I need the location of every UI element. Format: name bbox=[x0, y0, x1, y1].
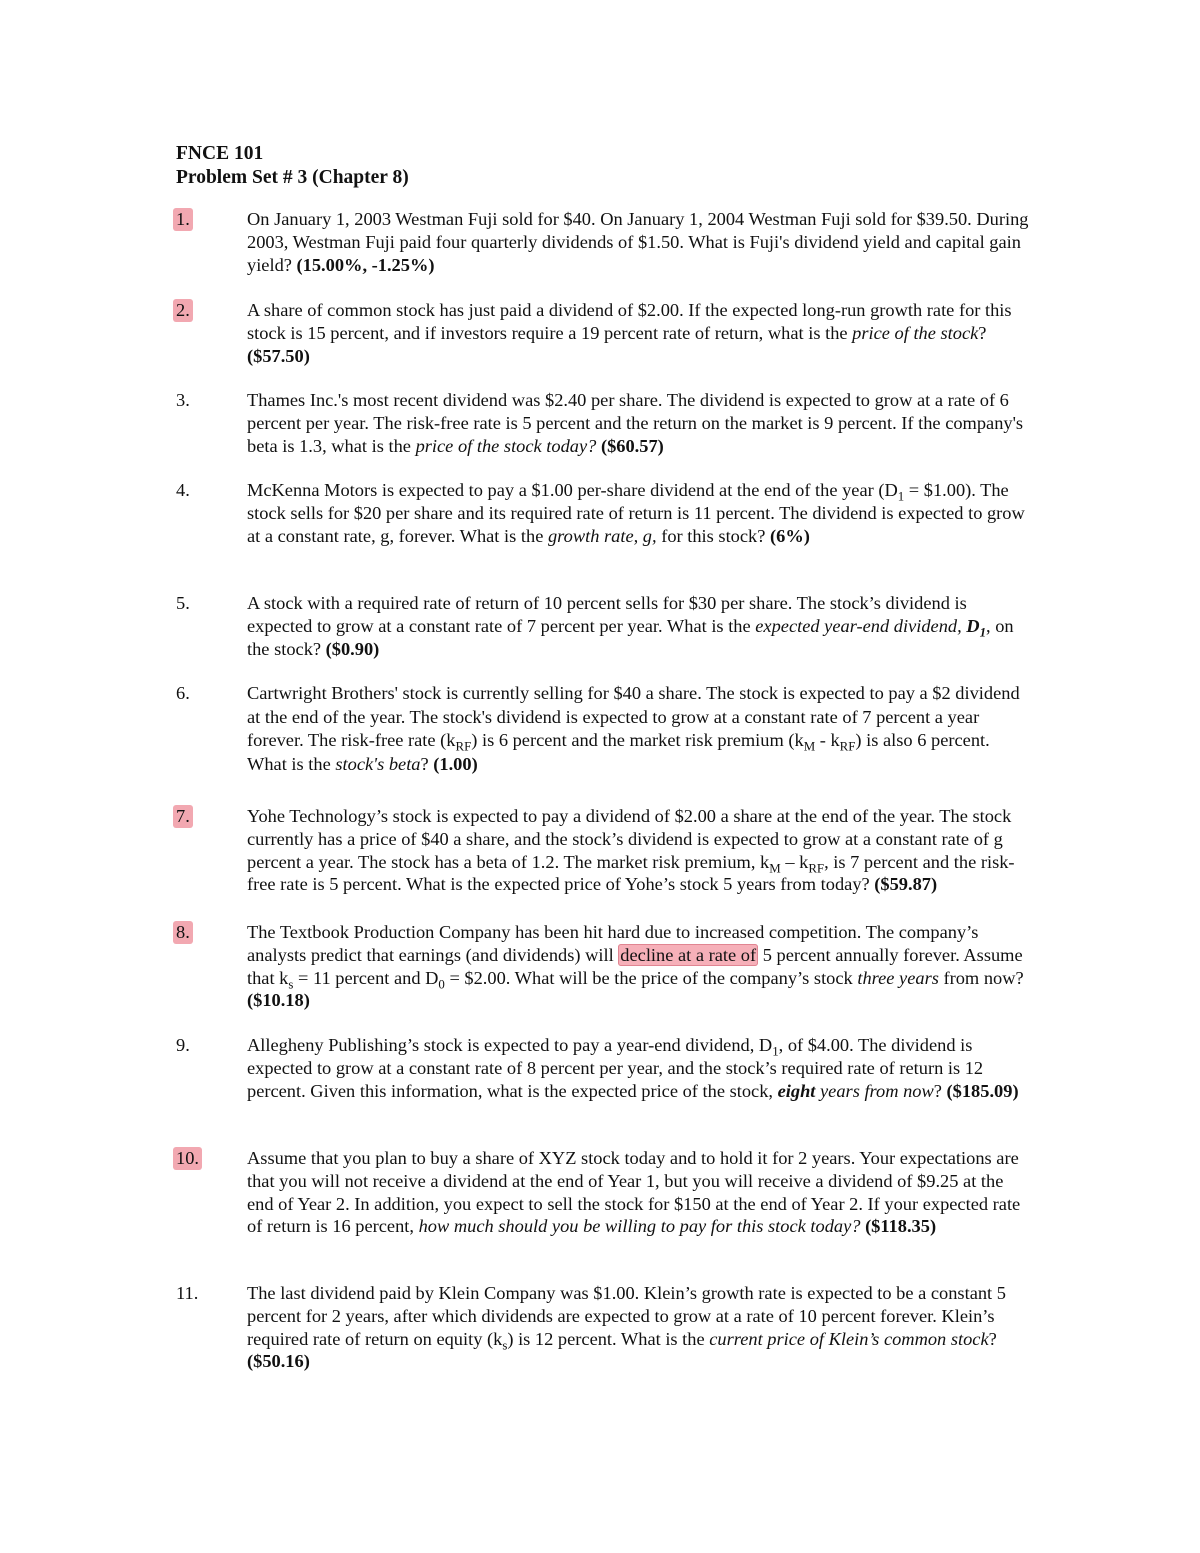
problem-question: how much should you be willing to pay for this stock today? bbox=[418, 1216, 861, 1237]
problem-body: - k bbox=[815, 730, 840, 751]
problem-body: A stock with a required rate of return of 10 percent sells for $30 per share. The stock’s dividend is expected to grow at a constant rate of 7 percent per year. What is the bbox=[247, 593, 967, 636]
problem-question: stock's beta bbox=[335, 753, 421, 774]
problem-body: McKenna Motors is expected to pay a $1.00 per-share dividend at the end of the year (D bbox=[247, 480, 898, 500]
problem-body: 5 percent annually forever. Assume that k bbox=[247, 944, 1023, 988]
problem-number: 1. bbox=[173, 208, 193, 231]
highlighted-phrase[interactable]: decline at a rate of bbox=[620, 944, 757, 965]
problem-text bbox=[247, 592, 1032, 660]
problem-text bbox=[247, 921, 1032, 1012]
problem-body: Assume that you plan to buy a share of XYZ stock today and to hold it for 2 years. Your expectations are that you will not receive a dividend at the end of Year 1, but you will receive a dividend of $9.25 at the end of Year 2. In addition, you expect to sell the stock for $150 at the end of Year 2. If your expected rate of return is 16 percent, bbox=[247, 1148, 1021, 1237]
problem-number: 6. bbox=[176, 683, 190, 703]
problem-body: Thames Inc.'s most recent dividend was $2.40 per share. The dividend is expected to grow at a rate of 6 percent per year. The risk-free rate is 5 percent and the return on the market is 9 percent. If the company's beta is 1.3, what is the bbox=[247, 390, 1024, 456]
problem-answer: ($0.90) bbox=[325, 638, 380, 659]
problem-text bbox=[247, 1147, 1032, 1238]
problem-text bbox=[247, 805, 1032, 896]
problem-question-symbol: D bbox=[966, 615, 980, 636]
subscript: RF bbox=[455, 739, 472, 754]
problem-question: price of the stock bbox=[852, 322, 979, 343]
problem-number: 9. bbox=[176, 1035, 190, 1055]
problem-answer: (6%) bbox=[770, 525, 810, 546]
problem-body: Allegheny Publishing’s stock is expected to pay a year-end dividend, D bbox=[247, 1035, 773, 1055]
problem-question: years from now bbox=[815, 1080, 934, 1101]
problem-body: ? bbox=[988, 1328, 997, 1349]
problem-body: , of $4.00. The dividend is expected to grow at a constant rate of 8 percent per year, and the stock’s required rate of return is 12 percent. Given this information, what is the expected price of the stock, bbox=[247, 1035, 984, 1101]
problem-question: price of the stock today? bbox=[415, 435, 597, 456]
problem-answer: ($10.18) bbox=[247, 990, 310, 1011]
problem-answer: ($50.16) bbox=[247, 1351, 310, 1372]
problem-body: – k bbox=[780, 851, 809, 872]
problem-answer: (15.00%, -1.25%) bbox=[296, 254, 435, 275]
problem-answer: ($57.50) bbox=[247, 345, 310, 366]
problem-body: Cartwright Brothers' stock is currently selling for $40 a share. The stock is expected to pay a $2 dividend at the end of the year. The stock's dividend is expected to grow at a constant rate of 7 percent a year forever. The risk-free rate (k bbox=[247, 683, 1020, 751]
problem-body: , is 7 percent and the risk-free rate is 5 percent. What is the expected price of Yohe’s stock 5 years from today? bbox=[247, 851, 1015, 895]
problem-body: ) is 12 percent. What is the bbox=[507, 1328, 710, 1349]
problem-text bbox=[247, 1282, 1032, 1373]
problem-number: 7. bbox=[173, 805, 193, 828]
subscript: M bbox=[769, 861, 781, 876]
problem-number: 8. bbox=[173, 921, 193, 944]
problem-number: 3. bbox=[176, 390, 190, 410]
subscript: s bbox=[288, 977, 294, 992]
problem-text bbox=[247, 299, 1032, 367]
problem-body: = $1.00). The stock sells for $20 per share and its required rate of return is 11 percent. The dividend is expected to grow at a constant rate, g, forever. What is the bbox=[247, 480, 1025, 546]
problem-body: ) is 6 percent and the market risk premium (k bbox=[471, 730, 804, 751]
problem-number: 11. bbox=[176, 1283, 199, 1303]
problem-question: growth rate, g, bbox=[547, 525, 657, 546]
problem-body: , on the stock? bbox=[247, 615, 1014, 659]
problem-body: ? bbox=[933, 1080, 947, 1101]
problem-number: 2. bbox=[173, 299, 193, 322]
problem-question: expected year-end dividend, bbox=[755, 615, 967, 636]
subscript: RF bbox=[839, 739, 856, 754]
subscript: 1 bbox=[979, 625, 987, 640]
problem-number: 10. bbox=[173, 1147, 202, 1170]
problem-body: ) is also 6 percent. What is the bbox=[247, 730, 990, 774]
problem-body: for this stock? bbox=[656, 525, 770, 546]
problem-question: three years bbox=[857, 967, 939, 988]
subscript: 1 bbox=[897, 489, 905, 504]
problem-body: = $2.00. What will be the price of the company’s stock bbox=[444, 967, 858, 988]
subscript: s bbox=[502, 1338, 508, 1353]
problem-answer: ($60.57) bbox=[600, 435, 664, 456]
problem-answer: ($59.87) bbox=[874, 874, 938, 895]
problem-answer: ($118.35) bbox=[865, 1216, 937, 1237]
subscript: 1 bbox=[772, 1044, 779, 1059]
course-code: FNCE 101 bbox=[176, 143, 264, 164]
problem-set-title: Problem Set # 3 (Chapter 8) bbox=[176, 167, 409, 188]
problem-text bbox=[247, 389, 1032, 457]
problem-body: from now? bbox=[938, 967, 1024, 988]
problem-answer: ($185.09) bbox=[946, 1080, 1019, 1101]
problem-question: current price of Klein’s common stock bbox=[709, 1328, 989, 1349]
problem-number: 4. bbox=[176, 480, 190, 500]
problem-text bbox=[247, 1034, 1032, 1102]
subscript: RF bbox=[808, 861, 825, 876]
problem-body: The last dividend paid by Klein Company was $1.00. Klein’s growth rate is expected to be a constant 5 percent for 2 years, after which dividends are expected to grow at a rate of 10 percent forever. Klein’s required rate of return on equity (k bbox=[247, 1283, 1006, 1349]
problem-number: 5. bbox=[176, 593, 190, 613]
problem-answer: (1.00) bbox=[433, 753, 478, 774]
problem-body: = 11 percent and D bbox=[293, 967, 439, 988]
problem-body: ? bbox=[978, 322, 987, 343]
subscript: 0 bbox=[438, 977, 445, 992]
problem-question-emphasis: eight bbox=[777, 1080, 816, 1101]
problem-text bbox=[247, 208, 1032, 276]
problem-body: Yohe Technology’s stock is expected to pay a dividend of $2.00 a share at the end of the year. The stock currently has a price of $40 a share, and the stock’s dividend is expected to grow at a constant rate of g percent a year. The stock has a beta of 1.2. The market risk premium, k bbox=[247, 806, 1012, 872]
subscript: M bbox=[803, 739, 816, 754]
document-header bbox=[176, 142, 409, 190]
problem-body: The Textbook Production Company has been hit hard due to increased competition. The company’s analysts predict that earnings (and dividends) will bbox=[247, 922, 979, 965]
problem-text bbox=[247, 479, 1032, 547]
problem-body: On January 1, 2003 Westman Fuji sold for $40. On January 1, 2004 Westman Fuji sold for $39.50. During 2003, Westman Fuji paid four quarterly dividends of $1.50. What is Fuji's dividend yield and capital gain yield? bbox=[247, 209, 1029, 275]
problem-body: A share of common stock has just paid a dividend of $2.00. If the expected long-run growth rate for this stock is 15 percent, and if investors require a 19 percent rate of return, what is the bbox=[247, 300, 1012, 343]
problem-body: ? bbox=[420, 753, 434, 774]
problem-text bbox=[247, 682, 1032, 776]
